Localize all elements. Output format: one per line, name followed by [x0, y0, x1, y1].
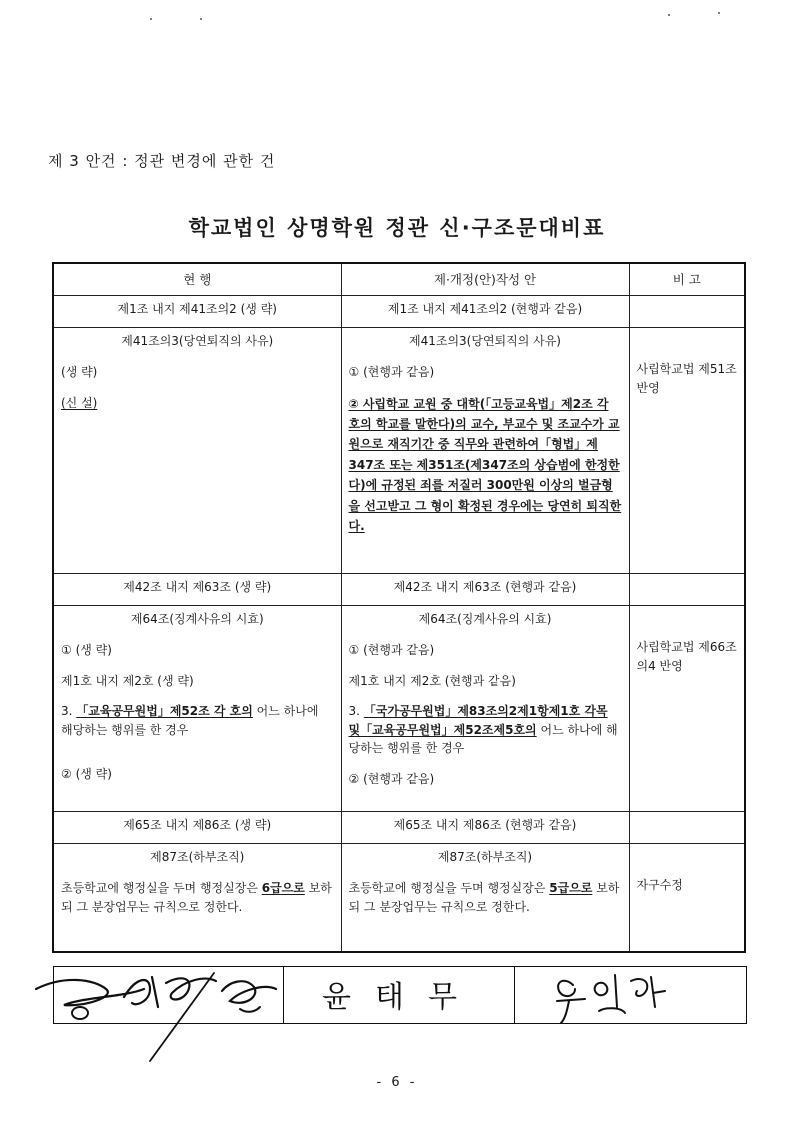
row4-revised-p3	[349, 702, 622, 758]
row6-current-text	[61, 879, 334, 916]
row5-current: 제65조 내지 제86조 (생 략)	[53, 812, 341, 844]
row4-current	[53, 606, 341, 812]
row4-current-p1: ① (생 략)	[61, 642, 112, 657]
comparison-table	[52, 262, 746, 953]
row4-revised-law-ref: 「국가공무원법」제83조의2제1항제1호 각목 및「교육공무원법」제52조제5호의	[348, 704, 608, 737]
table-row	[53, 812, 745, 844]
row4-current-p4: ② (생 략)	[61, 767, 112, 782]
item-number: 3.	[348, 704, 360, 719]
table-row	[53, 296, 745, 328]
row4-revised-p3-rest: 어느 하나에 해당하는 행위를 한 경우	[348, 722, 618, 756]
row2-revised-heading: 제41조의3(당연퇴직의 사유)	[408, 334, 561, 349]
agenda-title: 제 3 안건 : 정관 변경에 관한 건	[48, 152, 276, 170]
row6-current-post: 보하되 그 분장업무는 규칙으로 정한다.	[61, 880, 332, 914]
row4-revised-p2: 제1호 내지 제2호 (현행과 같음)	[348, 673, 516, 688]
row4-remark-text: 사립학교법 제66조의4 반영	[636, 640, 737, 673]
row6-current-pre: 초등학교에 행정실을 두며 행정실장은	[61, 880, 262, 895]
row6-revised-post: 보하되 그 분장업무는 규칙으로 정한다.	[348, 880, 620, 914]
row5-remark	[629, 812, 745, 844]
page-number: - 6 -	[376, 1075, 418, 1090]
signature-3	[514, 967, 746, 1023]
row2-current-p1: (생 략)	[61, 364, 98, 379]
table-row	[53, 574, 745, 606]
row2-remark	[629, 328, 745, 574]
document-title: 학교법인 상명학원 정관 신·구조문대비표	[188, 216, 606, 240]
row5-revised: 제65조 내지 제86조 (현행과 같음)	[341, 812, 629, 844]
row2-current	[53, 328, 341, 574]
header-remark: 비 고	[629, 263, 745, 296]
scan-speck	[718, 12, 720, 14]
table-row	[53, 844, 745, 952]
row4-remark	[629, 606, 745, 812]
row4-current-heading: 제64조(징계사유의 시효)	[130, 612, 264, 627]
signature-1	[54, 967, 283, 1023]
signature-2	[283, 967, 513, 1023]
row6-current	[53, 844, 341, 952]
scan-speck	[200, 18, 202, 20]
row1-remark	[629, 296, 745, 328]
row3-remark	[629, 574, 745, 606]
handwritten-signature	[284, 967, 514, 1023]
row6-current-rank: 6급으로	[261, 880, 305, 895]
header-revised: 제·개정(안)작성 안	[341, 263, 629, 296]
row4-current-p2: 제1호 내지 제2호 (생 략)	[61, 673, 194, 688]
scan-speck	[668, 14, 670, 16]
row3-current: 제42조 내지 제63조 (생 략)	[53, 574, 341, 606]
header-current: 현 행	[53, 263, 341, 296]
table-row	[53, 328, 745, 574]
row2-revised-p2: ② 사립학교 교원 중 대학(「고등교육법」제2조 각 호의 학교를 말한다)의 교수, 부교수 및 조교수가 교원으로 재직기간 중 직무와 관련하여「형법」제347조 또는 제351조(제347조의 상습범에 한정한다)에 규정된 죄를 저질러 300만원 이상의 벌금형을 선고받고 그 형이 확정된 경우에는 당연히 퇴직한다.	[348, 396, 622, 533]
row6-remark-text: 자구수정	[636, 878, 683, 893]
row2-revised	[341, 328, 629, 574]
row6-revised-pre: 초등학교에 행정실을 두며 행정실장은	[348, 880, 550, 895]
item-number: 3.	[61, 704, 73, 719]
row6-revised-heading: 제87조(하부조직)	[437, 850, 533, 865]
row2-revised-p1: ① (현행과 같음)	[348, 364, 435, 379]
row4-revised-heading: 제64조(징계사유의 시효)	[418, 612, 552, 627]
table-row	[53, 606, 745, 812]
row4-current-p3-rest: 어느 하나에 해당하는 행위를 한 경우	[61, 704, 319, 737]
row2-current-heading: 제41조의3(당연퇴직의 사유)	[121, 334, 274, 349]
signature-box	[53, 966, 747, 1024]
row1-revised: 제1조 내지 제41조의2 (현행과 같음)	[341, 296, 629, 328]
row4-current-law-ref: 「교육공무원법」제52조 각 호의	[76, 704, 253, 719]
row6-remark	[629, 844, 745, 952]
row6-revised-text	[349, 879, 622, 916]
row2-remark-text: 사립학교법 제51조 반영	[636, 362, 737, 395]
table-header-row	[53, 263, 745, 296]
handwritten-signature	[54, 967, 294, 1067]
row4-revised	[341, 606, 629, 812]
row6-revised-rank: 5급으로	[549, 880, 593, 895]
row4-revised-p4: ② (현행과 같음)	[348, 771, 435, 786]
handwritten-signature	[515, 967, 747, 1047]
row2-current-p2: (신 설)	[61, 395, 98, 410]
row1-current: 제1조 내지 제41조의2 (생 략)	[53, 296, 341, 328]
row4-revised-p1: ① (현행과 같음)	[348, 642, 435, 657]
row4-current-p3	[61, 702, 334, 739]
signature-2-text: 윤태무	[322, 980, 482, 1015]
row3-revised: 제42조 내지 제63조 (현행과 같음)	[341, 574, 629, 606]
row6-revised	[341, 844, 629, 952]
row6-current-heading: 제87조(하부조직)	[150, 850, 245, 865]
scan-speck	[150, 18, 152, 20]
